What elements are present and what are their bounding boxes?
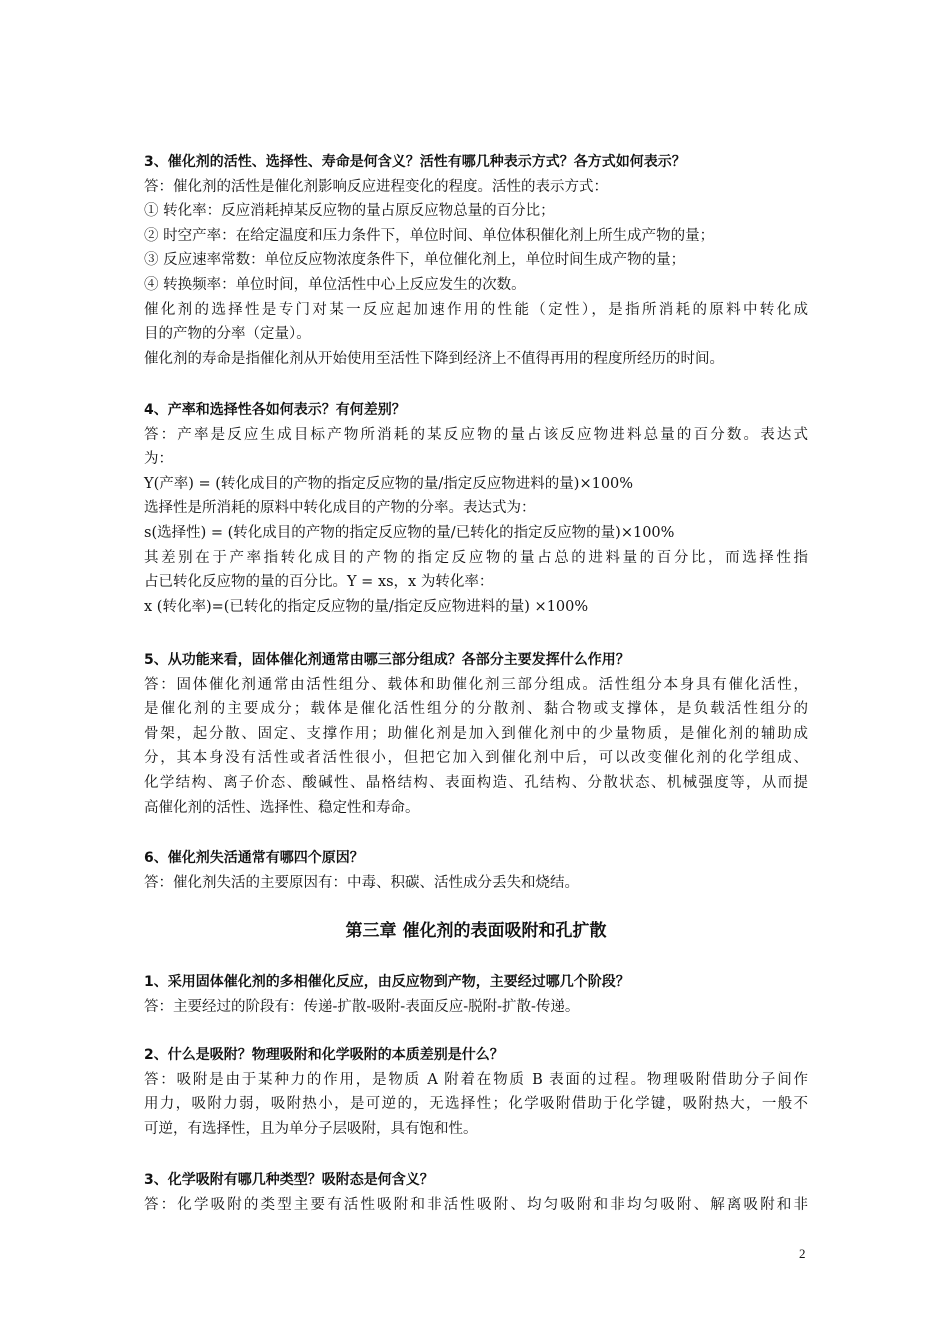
page-number: 2 [799,1246,806,1261]
answer-line: 分，其本身没有活性或者活性很小，但把它加入到催化剂中后，可以改变催化剂的化学组成、 [144,750,808,767]
question-heading: 5、从功能来看，固体催化剂通常由哪三部分组成？各部分主要发挥什么作用？ [144,652,630,668]
chapter-title: 第三章 催化剂的表面吸附和孔扩散 [345,921,607,941]
answer-line: 答：主要经过的阶段有：传递-扩散-吸附-表面反应-脱附-扩散-传递。 [144,998,580,1015]
answer-line: ① 转化率：反应消耗掉某反应物的量占原反应物总量的百分比； [144,203,555,220]
answer-line: ③ 反应速率常数：单位反应物浓度条件下，单位催化剂上，单位时间生成产物的量； [144,252,686,269]
answer-line: 用力，吸附力弱，吸附热小，是可逆的，无选择性；化学吸附借助于化学键，吸附热大，一般不 [144,1096,808,1113]
answer-line: x (转化率)=(已转化的指定反应物的量/指定反应物进料的量) ×100% [144,598,589,615]
answer-line: 答：吸附是由于某种力的作用，是物质 A 附着在物质 B 表面的过程。物理吸附借助分子间作 [144,1071,808,1088]
answer-line: s(选择性) = (转化成目的产物的指定反应物的量/已转化的指定反应物的量)×100% [144,525,675,541]
answer-line: 答：固体催化剂通常由活性组分、载体和助催化剂三部分组成。活性组分本身具有催化活性， [144,676,808,693]
answer-line: 其差别在于产率指转化成目的产物的指定反应物的量占总的进料量的百分比，而选择性指 [144,549,808,566]
answer-line: 是催化剂的主要成分；载体是催化活性组分的分散剂、黏合物或支撑体，是负载活性组分的 [144,701,808,718]
question-heading: 3、催化剂的活性、选择性、寿命是何含义？活性有哪几种表示方式？各方式如何表示？ [144,154,686,170]
answer-line: 占已转化反应物的量的百分比。Y = xs，x 为转化率： [144,574,494,591]
answer-line: 答：化学吸附的类型主要有活性吸附和非活性吸附、均匀吸附和非均匀吸附、解离吸附和非 [144,1196,808,1213]
answer-line: Y(产率) = (转化成目的产物的指定反应物的量/指定反应物进料的量)×100% [144,475,634,492]
question-heading: 2、什么是吸附？物理吸附和化学吸附的本质差别是什么？ [144,1047,504,1063]
answer-line: 选择性是所消耗的原料中转化成目的产物的分率。表达式为： [144,500,536,517]
answer-line: ④ 转换频率：单位时间，单位活性中心上反应发生的次数。 [144,277,526,293]
answer-line: 目的产物的分率（定量）。 [144,326,311,343]
question-heading: 3、化学吸附有哪几种类型？吸附态是何含义？ [144,1172,434,1188]
answer-line: 骨架，起分散、固定、支撑作用；助催化剂是加入到催化剂中的少量物质，是催化剂的辅助成 [144,725,808,742]
answer-line: 催化剂的寿命是指催化剂从开始使用至活性下降到经济上不值得再用的程度所经历的时间。 [144,350,724,367]
answer-line: 高催化剂的活性、选择性、稳定性和寿命。 [144,799,420,816]
answer-line: ② 时空产率：在给定温度和压力条件下，单位时间、单位体积催化剂上所生成产物的量； [144,227,715,244]
question-heading: 6、催化剂失活通常有哪四个原因？ [144,850,364,866]
answer-line: 可逆，有选择性，且为单分子层吸附，具有饱和性。 [144,1120,478,1137]
answer-line: 答：产率是反应生成目标产物所消耗的某反应物的量占该反应物进料总量的百分数。表达式 [144,426,808,443]
answer-line: 为： [144,451,173,468]
answer-line: 化学结构、离子价态、酸碱性、晶格结构、表面构造、孔结构、分散状态、机械强度等，从而提 [144,775,808,791]
question-heading: 4、产率和选择性各如何表示？有何差别？ [144,402,406,418]
answer-line: 答：催化剂的活性是催化剂影响反应进程变化的程度。活性的表示方式： [144,178,608,195]
question-heading: 1、采用固体催化剂的多相催化反应，由反应物到产物，主要经过哪几个阶段？ [144,974,630,990]
answer-line: 答：催化剂失活的主要原因有：中毒、积碳、活性成分丢失和烧结。 [144,874,579,891]
answer-line: 催化剂的选择性是专门对某一反应起加速作用的性能（定性），是指所消耗的原料中转化成 [144,301,808,318]
